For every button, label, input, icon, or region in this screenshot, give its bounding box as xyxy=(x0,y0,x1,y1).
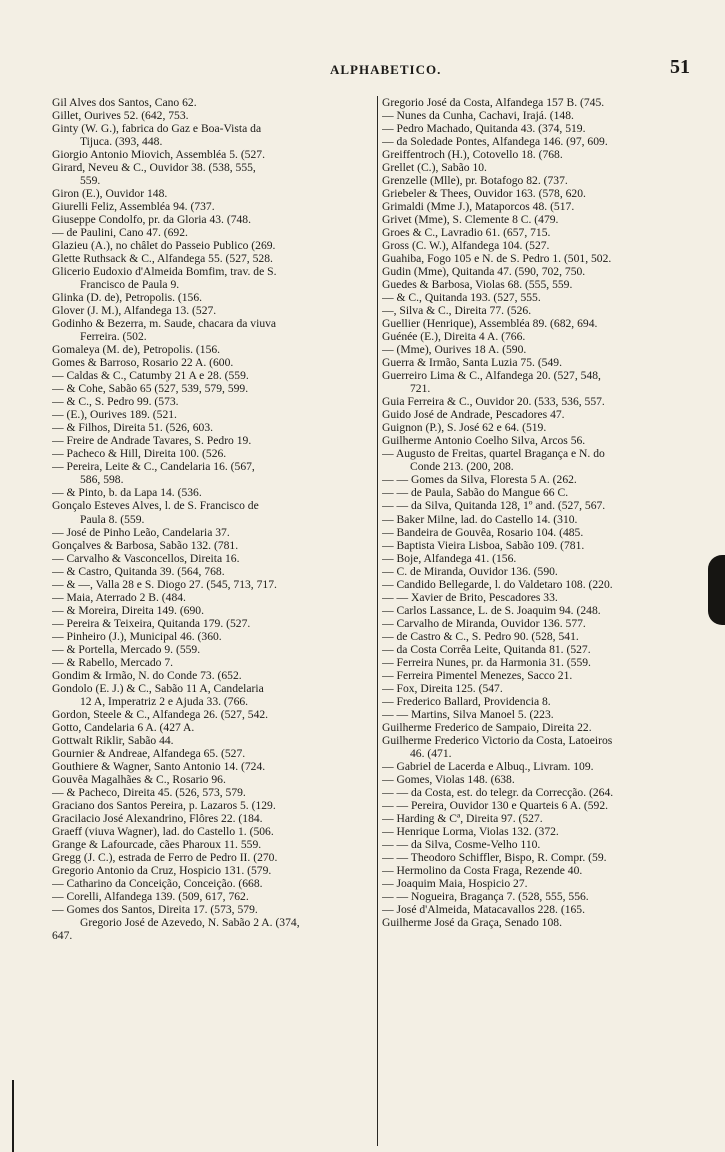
directory-entry: Guerra & Irmão, Santa Luzia 75. (549. xyxy=(382,356,562,370)
directory-entry: — Joaquim Maia, Hospicio 27. xyxy=(382,876,528,890)
directory-entry: Gomes & Barroso, Rosario 22 A. (600. xyxy=(52,356,234,370)
directory-entry: Graciano dos Santos Pereira, p. Lazaros 5. (129. xyxy=(52,798,276,812)
directory-entry: Ferreira. (502. xyxy=(80,330,147,344)
directory-entry: — Pereira, Leite & C., Candelaria 16. (567, xyxy=(52,460,255,474)
directory-entry: 559. xyxy=(80,174,101,188)
directory-entry: Guedes & Barbosa, Violas 68. (555, 559. xyxy=(382,278,573,292)
directory-entry: Gillet, Ourives 52. (642, 753. xyxy=(52,109,189,123)
directory-entry: Gouthiere & Wagner, Santo Antonio 14. (724. xyxy=(52,759,266,773)
directory-entry: 647. xyxy=(52,929,73,942)
directory-entry: — Maia, Aterrado 2 B. (484. xyxy=(52,590,186,604)
directory-entry: Gregorio José da Costa, Alfandega 157 B. (745. xyxy=(382,96,605,109)
directory-entry: — Frederico Ballard, Providencia 8. xyxy=(382,694,551,708)
directory-entry: Graeff (viuva Wagner), lad. do Castello 1. (506. xyxy=(52,824,274,838)
directory-entry: Gonçalo Esteves Alves, l. de S. Francisco de xyxy=(52,499,259,513)
directory-entry: — Gomes, Violas 148. (638. xyxy=(382,772,515,786)
directory-entry: — Nunes da Cunha, Cachavi, Irajá. (148. xyxy=(382,109,574,123)
directory-entry: Guilherme Frederico de Sampaio, Direita 22. xyxy=(382,720,592,734)
directory-entry: — Gomes dos Santos, Direita 17. (573, 579. xyxy=(52,902,258,916)
directory-entry: — & C., Quitanda 193. (527, 555. xyxy=(382,291,541,305)
directory-entry: Grange & Lafourcade, cães Pharoux 11. 559. xyxy=(52,837,262,851)
directory-entry: — — da Silva, Quitanda 128, 1º and. (527, 567. xyxy=(382,499,606,513)
directory-entry: 12 A, Imperatriz 2 e Ajuda 33. (766. xyxy=(80,694,249,708)
directory-entry: — — Theodoro Schiffler, Bispo, R. Compr. (59. xyxy=(382,850,607,864)
directory-entry: Guénée (E.), Direita 4 A. (766. xyxy=(382,330,526,344)
directory-entry: — Gabriel de Lacerda e Albuq., Livram. 109. xyxy=(382,759,594,773)
directory-entry: — Corelli, Alfandega 139. (509, 617, 762. xyxy=(52,889,249,903)
directory-entry: Guignon (P.), S. José 62 e 64. (519. xyxy=(382,421,547,435)
directory-entry: Gregorio Antonio da Cruz, Hospicio 131. (579. xyxy=(52,863,272,877)
directory-entry: — Pacheco & Hill, Direita 100. (526. xyxy=(52,447,227,461)
directory-entry: — & Pinto, b. da Lapa 14. (536. xyxy=(52,486,202,500)
directory-entry: — José de Pinho Leão, Candelaria 37. xyxy=(52,525,230,539)
directory-entry: — — da Silva, Cosme-Velho 110. xyxy=(382,837,541,851)
directory-entry: — Baker Milne, lad. do Castello 14. (310. xyxy=(382,512,578,526)
directory-entry: — Ferreira Pimentel Menezes, Sacco 21. xyxy=(382,668,573,682)
directory-entry: — — Xavier de Brito, Pescadores 33. xyxy=(382,590,558,604)
directory-entry: Gouvêa Magalhães & C., Rosario 96. xyxy=(52,772,226,786)
running-title: ALPHABETICO. xyxy=(330,62,442,77)
directory-entry: — — Martins, Silva Manoel 5. (223. xyxy=(382,707,554,721)
directory-entry: Giuseppe Condolfo, pr. da Gloria 43. (748. xyxy=(52,213,251,227)
right-column xyxy=(382,96,700,929)
directory-entry: — — Gomes da Silva, Floresta 5 A. (262. xyxy=(382,473,577,487)
directory-entry: — Caldas & C., Catumby 21 A e 28. (559. xyxy=(52,369,249,383)
directory-entry: 586, 598. xyxy=(80,473,124,487)
directory-entry: — Catharino da Conceição, Conceição. (668. xyxy=(52,876,263,890)
page-header xyxy=(0,52,725,92)
directory-entry: — Candido Bellegarde, l. do Valdetaro 108. (220. xyxy=(382,577,613,591)
directory-entry: Greiffentroch (H.), Cotovello 18. (768. xyxy=(382,148,563,162)
directory-entry: — Augusto de Freitas, quartel Bragança e N. do xyxy=(382,447,605,461)
directory-entry: — & C., S. Pedro 99. (573. xyxy=(52,395,179,409)
directory-entry: Tijuca. (393, 448. xyxy=(80,135,163,149)
directory-entry: Guahiba, Fogo 105 e N. de S. Pedro 1. (501, 502. xyxy=(382,252,612,266)
directory-entry: — Freire de Andrade Tavares, S. Pedro 19. xyxy=(52,434,252,448)
directory-entry: Gordon, Steele & C., Alfandega 26. (527, 542. xyxy=(52,707,269,721)
directory-entry: — Carvalho & Vasconcellos, Direita 16. xyxy=(52,551,240,565)
directory-entry: — Bandeira de Gouvêa, Rosario 104. (485. xyxy=(382,525,584,539)
directory-entry: Griebeler & Thees, Ouvidor 163. (578, 620. xyxy=(382,187,586,201)
directory-entry: — & Pacheco, Direita 45. (526, 573, 579. xyxy=(52,785,246,799)
directory-entry: Gonçalves & Barbosa, Sabão 132. (781. xyxy=(52,538,239,552)
directory-entry: Giurelli Feliz, Assembléa 94. (737. xyxy=(52,200,215,214)
directory-entry: Paula 8. (559. xyxy=(80,512,145,526)
directory-entry: —, Silva & C., Direita 77. (526. xyxy=(382,304,532,318)
directory-entry: — & Filhos, Direita 51. (526, 603. xyxy=(52,421,214,435)
directory-entry: — José d'Almeida, Matacavallos 228. (165. xyxy=(382,902,586,916)
directory-entry: Giorgio Antonio Miovich, Assembléa 5. (527. xyxy=(52,148,265,162)
directory-entry: Grimaldi (Mme J.), Mataporcos 48. (517. xyxy=(382,200,575,214)
directory-entry: Giron (E.), Ouvidor 148. xyxy=(52,187,168,201)
directory-entry: — — Nogueira, Bragança 7. (528, 555, 556. xyxy=(382,889,589,903)
directory-entry: — & Rabello, Mercado 7. xyxy=(52,655,174,669)
directory-entry: Glette Ruthsack & C., Alfandega 55. (527, 528. xyxy=(52,252,273,266)
directory-entry: 46. (471. xyxy=(410,746,452,760)
directory-entry: — da Costa Corrêa Leite, Quitanda 81. (527. xyxy=(382,642,591,656)
directory-entry: Groes & C., Lavradio 61. (657, 715. xyxy=(382,226,551,240)
directory-entry: — & Cohe, Sabão 65 (527, 539, 579, 599. xyxy=(52,382,249,396)
directory-entry: — Fox, Direita 125. (547. xyxy=(382,681,503,695)
directory-entry: Gomaleya (M. de), Petropolis. (156. xyxy=(52,343,221,357)
directory-entry: Grellet (C.), Sabão 10. xyxy=(382,161,487,175)
column-rule xyxy=(377,96,378,1146)
directory-entry: Guellier (Henrique), Assembléa 89. (682, 694. xyxy=(382,317,598,331)
directory-entry: Glazieu (A.), no châlet do Passeio Publico (269. xyxy=(52,239,276,253)
directory-entry: Glover (J. M.), Alfandega 13. (527. xyxy=(52,304,217,318)
directory-entry: — de Castro & C., S. Pedro 90. (528, 541. xyxy=(382,629,579,643)
directory-entry: — Boje, Alfandega 41. (156. xyxy=(382,551,517,565)
directory-entry: — — Pereira, Ouvidor 130 e Quarteis 6 A. (592. xyxy=(382,798,609,812)
directory-entry: Guido José de Andrade, Pescadores 47. xyxy=(382,408,565,422)
directory-entry: Gregg (J. C.), estrada de Ferro de Pedro II. (270. xyxy=(52,850,278,864)
directory-entry: — Pereira & Teixeira, Quitanda 179. (527. xyxy=(52,616,251,630)
directory-entry: Gross (C. W.), Alfandega 104. (527. xyxy=(382,239,550,253)
directory-entry: Gil Alves dos Santos, Cano 62. xyxy=(52,96,197,109)
directory-entry: Gondim & Irmão, N. do Conde 73. (652. xyxy=(52,668,242,682)
directory-entry: Gournier & Andreae, Alfandega 65. (527. xyxy=(52,746,246,760)
directory-entry: — & Castro, Quitanda 39. (564, 768. xyxy=(52,564,225,578)
directory-entry: — Hermolino da Costa Fraga, Rezende 40. xyxy=(382,863,583,877)
directory-entry: Francisco de Paula 9. xyxy=(80,278,180,292)
directory-entry: Guilherme Antonio Coelho Silva, Arcos 56. xyxy=(382,434,586,448)
ink-blot xyxy=(708,555,725,625)
directory-entry: — Ferreira Nunes, pr. da Harmonia 31. (559. xyxy=(382,655,591,669)
directory-entry: — (E.), Ourives 189. (521. xyxy=(52,408,177,422)
directory-entry: Glinka (D. de), Petropolis. (156. xyxy=(52,291,203,305)
page-number: 51 xyxy=(670,56,690,78)
directory-entry: Gotto, Candelaria 6 A. (427 A. xyxy=(52,720,195,734)
directory-entry: — & Portella, Mercado 9. (559. xyxy=(52,642,201,656)
directory-entry: — C. de Miranda, Ouvidor 136. (590. xyxy=(382,564,558,578)
page-edge-mark xyxy=(12,1080,14,1152)
directory-entry: Guilherme José da Graça, Senado 108. xyxy=(382,915,562,929)
directory-entry: — & Moreira, Direita 149. (690. xyxy=(52,603,204,617)
directory-entry: — de Paulini, Cano 47. (692. xyxy=(52,226,188,240)
directory-entry: — da Soledade Pontes, Alfandega 146. (97, 609. xyxy=(382,135,608,149)
directory-entry: Gudin (Mme), Quitanda 47. (590, 702, 750. xyxy=(382,265,586,279)
directory-entry: Grenzelle (Mlle), pr. Botafogo 82. (737. xyxy=(382,174,568,188)
directory-entry: 721. xyxy=(410,382,431,396)
directory-entry: — — de Paula, Sabão do Mangue 66 C. xyxy=(382,486,569,500)
directory-entry: — Carlos Lassance, L. de S. Joaquim 94. (248. xyxy=(382,603,601,617)
directory-entry: — Carvalho de Miranda, Ouvidor 136. 577. xyxy=(382,616,586,630)
directory-entry: — Henrique Lorma, Violas 132. (372. xyxy=(382,824,559,838)
directory-entry: Grivet (Mme), S. Clemente 8 C. (479. xyxy=(382,213,559,227)
directory-entry: Gracilacio José Alexandrino, Flôres 22. (184. xyxy=(52,811,263,825)
directory-entry: Guilherme Frederico Victorio da Costa, Latoeiros xyxy=(382,733,613,747)
directory-entry: — & —, Valla 28 e S. Diogo 27. (545, 713, 717. xyxy=(52,577,277,591)
left-column xyxy=(52,96,374,942)
directory-entry: Guerreiro Lima & C., Alfandega 20. (527, 548, xyxy=(382,369,601,383)
directory-entry: Godinho & Bezerra, m. Saude, chacara da viuva xyxy=(52,317,277,331)
directory-entry: Girard, Neveu & C., Ouvidor 38. (538, 555, xyxy=(52,161,256,175)
directory-entry: Conde 213. (200, 208. xyxy=(410,460,514,474)
directory-entry: — Harding & Cª, Direita 97. (527. xyxy=(382,811,543,825)
directory-entry: Guia Ferreira & C., Ouvidor 20. (533, 536, 557. xyxy=(382,395,605,409)
directory-entry: — Baptista Vieira Lisboa, Sabão 109. (781. xyxy=(382,538,585,552)
directory-entry: — Pedro Machado, Quitanda 43. (374, 519. xyxy=(382,122,586,136)
directory-entry: — — da Costa, est. do telegr. da Correcção. (264. xyxy=(382,785,614,799)
directory-entry: Glicerio Eudoxio d'Almeida Bomfim, trav. de S. xyxy=(52,265,277,279)
directory-entry: Gregorio José de Azevedo, N. Sabão 2 A. (374, xyxy=(80,915,300,929)
directory-entry: — (Mme), Ourives 18 A. (590. xyxy=(382,343,527,357)
directory-entry: Ginty (W. G.), fabrica do Gaz e Boa-Vista da xyxy=(52,122,262,136)
directory-entry: Gondolo (E. J.) & C., Sabão 11 A, Candelaria xyxy=(52,681,264,695)
directory-entry: — Pinheiro (J.), Municipal 46. (360. xyxy=(52,629,222,643)
directory-entry: Gottwalt Riklir, Sabão 44. xyxy=(52,733,174,747)
